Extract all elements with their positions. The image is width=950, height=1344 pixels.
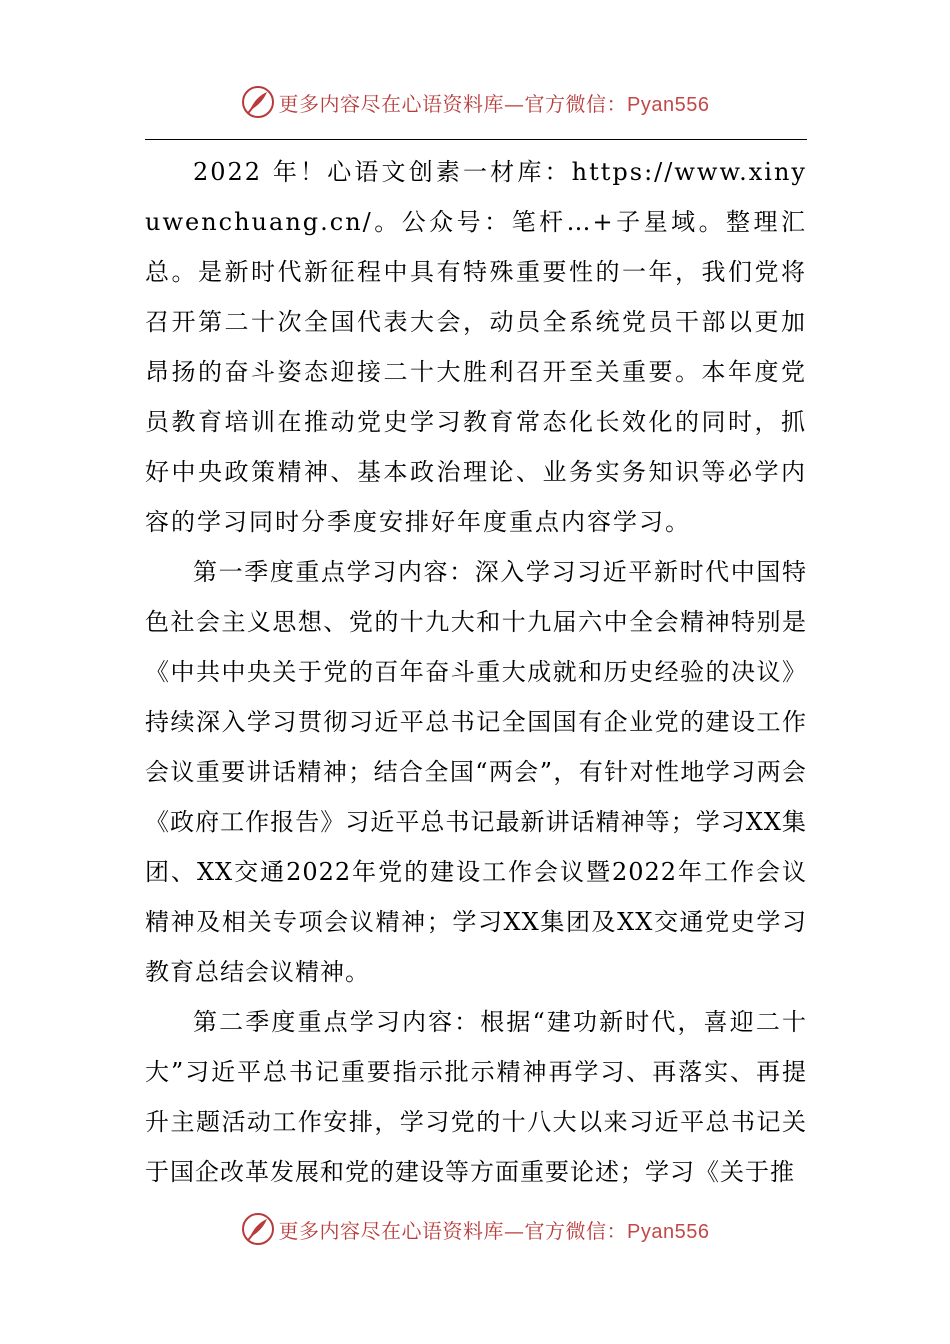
pen-logo-icon — [241, 1212, 275, 1246]
paragraph-q1: 第一季度重点学习内容：深入学习习近平新时代中国特色社会主义思想、党的十九大和十九届六中全会精神特别是《中共中央关于党的百年奋斗重大成就和历史经验的决议》持续深入学习贯彻习近平总书记全国国有企业党的建设工作会议重要讲话精神；结合全国“两会”，有针对性地学习两会《政府工作报告》习近平总书记最新讲话精神等；学习XX集团、XX交通2022年党的建设工作会议暨2022年工作会议精神及相关专项会议精神；学习XX集团及XX交通党史学习教育总结会议精神。 — [145, 558, 807, 986]
footer-watermark-text — [279, 1215, 710, 1244]
footer-watermark-banner — [0, 1209, 950, 1249]
paragraph-q2: 第二季度重点学习内容：根据“建功新时代，喜迎二十大”习近平总书记重要指示批示精神再学习、再落实、再提升主题活动工作安排，学习党的十八大以来习近平总书记关于国企改革发展和党的建设等方面重要论述；学习《关于推 — [145, 1008, 807, 1186]
header-wechat-id: Pyan556 — [627, 93, 710, 116]
document-body — [145, 147, 807, 1197]
header-watermark-main: 更多内容尽在心语资料库—官方微信： — [278, 91, 628, 116]
pen-logo-icon — [241, 85, 275, 119]
paragraph-intro: 2022 年！心语文创素一材库：https://www.xinyuwenchuang.cn/。公众号：笔杆…+子星域。整理汇总。是新时代新征程中具有特殊重要性的一年，我们党将召开第二十次全国代表大会，动员全系统党员干部以更加昂扬的奋斗姿态迎接二十大胜利召开至关重要。本年度党员教育培训在推动党史学习教育常态化长效化的同时，抓好中央政策精神、基本政治理论、业务实务知识等必学内容的学习同时分季度安排好年度重点内容学习。 — [145, 158, 807, 536]
header-watermark-text — [279, 88, 710, 117]
header-divider — [145, 139, 807, 140]
footer-watermark-main: 更多内容尽在心语资料库—官方微信： — [278, 1218, 628, 1243]
header-watermark-banner — [0, 82, 950, 122]
footer-wechat-id: Pyan556 — [627, 1220, 710, 1243]
